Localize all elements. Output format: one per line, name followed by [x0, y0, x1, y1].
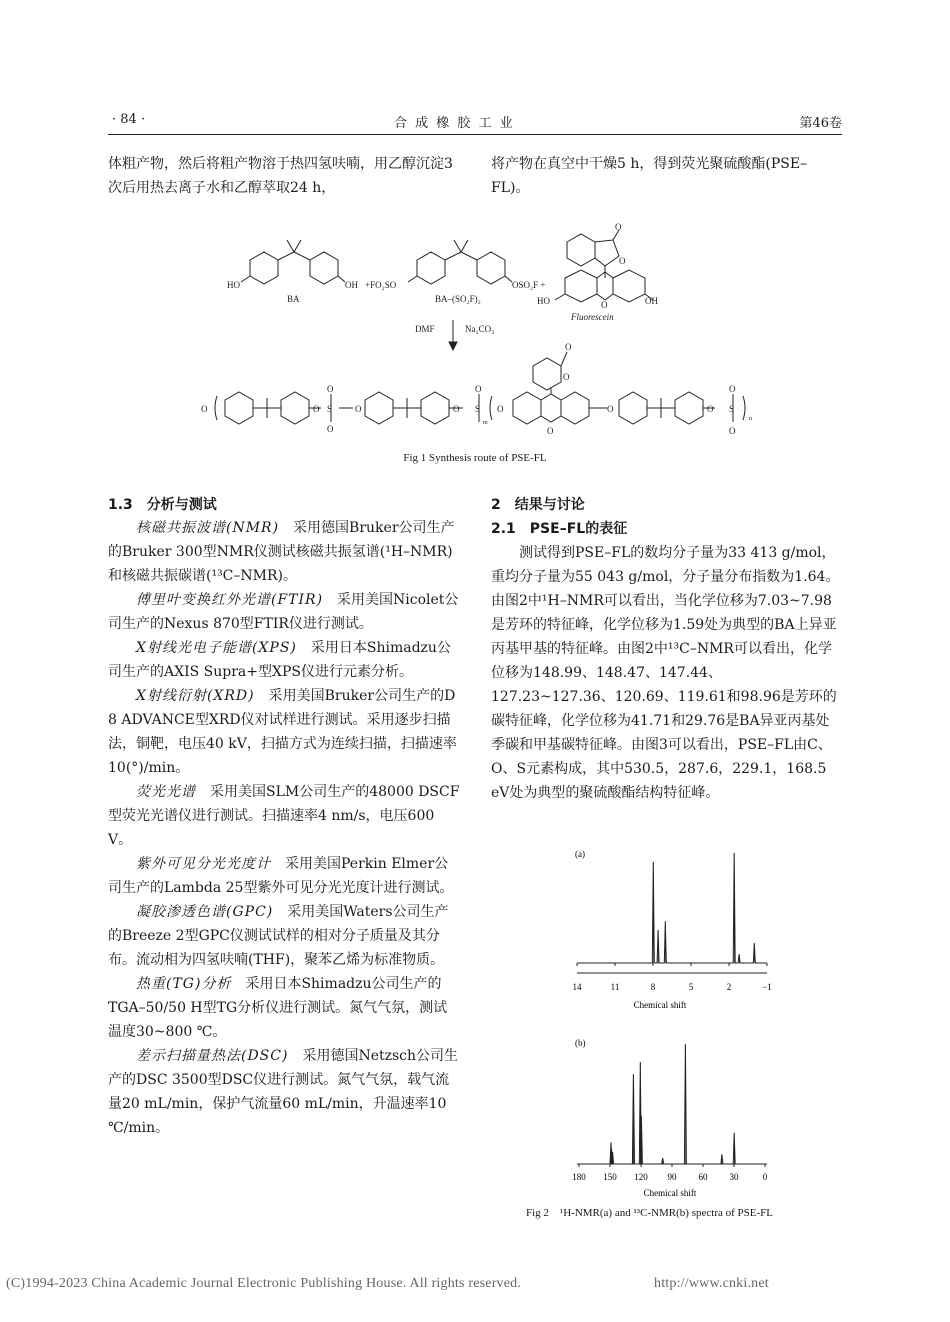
item-gpc: 凝胶渗透色谱(GPC) 采用美国Waters公司生产的Breeze 2型GPC仪测试试样的相对分子质量及其分布。流动相为四氢呋喃(THF)，聚苯乙烯为标准物质。 [108, 904, 449, 968]
journal-name: 合 成 橡 胶 工 业 [394, 116, 515, 131]
item-ftir: 傅里叶变换红外光谱(FTIR) 采用美国Nicolet公司生产的Nexus 870型FTIR仪进行测试。 [108, 592, 459, 632]
label-ho-ba: HO [227, 280, 240, 290]
nmr-h-chart [565, 843, 775, 1018]
page-number: · 84 · [112, 112, 146, 127]
label-ba: BA [287, 294, 300, 304]
label-p-o1: O [313, 404, 320, 414]
x-tick-label: 150 [603, 1172, 617, 1182]
x-tick-label: 90 [667, 1172, 677, 1182]
ba-ring-left [250, 252, 278, 284]
chart-a-xlabel: Chemical shift [633, 1000, 687, 1010]
label-p-o2: O [355, 404, 362, 414]
item-tg: 热重(TG)分析 采用日本Shimadzu公司生产的TGA–50/50 H型TG分析仪进行测试。氮气气氛，测试温度30~800 ℃。 [108, 976, 448, 1040]
footer-copyright: (C)1994-2023 China Academic Journal Electronic Publishing House. All rights reserved. [6, 1276, 522, 1291]
item-xps: X射线光电子能谱(XPS) 采用日本Shimadzu公司生产的AXIS Supra+型XPS仪进行元素分析。 [108, 640, 451, 680]
label-fo2so: +FO₂SO [365, 280, 397, 290]
x-tick-label: 14 [572, 982, 582, 992]
item-uvvis: 紫外可见分光光度计 采用美国Perkin Elmer公司生产的Lambda 25型紫外可见分光光度计进行测试。 [108, 856, 454, 896]
chart-b-xlabel: Chemical shift [643, 1188, 697, 1198]
label-p-s1: S [327, 404, 333, 414]
label-na2co3: Na₂CO₃ [465, 324, 495, 334]
label-p-s2: S [475, 404, 481, 414]
x-tick-label: 30 [729, 1172, 739, 1182]
label-oso2f: OSO₂F + [512, 280, 546, 290]
label-ba-so2f: BA–(SO₂F)₂ [435, 294, 481, 304]
fl-xan-left [565, 270, 597, 302]
item-xrd: X射线衍射(XRD) 采用美国Bruker公司生产的D 8 ADVANCE型XRD仪对试样进行测试。采用逐步扫描法，铜靶，电压40 kV，扫描方式为连续扫描，扫描速率10(°)/min。 [108, 688, 457, 776]
top-right-text: 将产物在真空中干燥5 h，得到荧光聚硫酸酯(PSE–FL)。 [491, 156, 808, 196]
label-p-start: O [201, 404, 208, 414]
label-p-o-bot: O [327, 424, 334, 434]
label-p-o-l: O [497, 404, 504, 414]
label-p-n: n [749, 416, 752, 422]
label-oh-ba: OH [345, 280, 358, 290]
section-2: 2 结果与讨论 [491, 497, 585, 513]
x-tick-label: 2 [726, 982, 732, 992]
chart-a-title: (a) [575, 849, 585, 859]
chart-b-spectrum [579, 1044, 765, 1164]
nmr-c-chart [565, 1032, 775, 1202]
label-p-o3: O [453, 404, 460, 414]
x-tick-label: 180 [572, 1172, 586, 1182]
item-dsc: 差示扫描量热法(DSC) 采用德国Netzsch公司生产的DSC 3500型DSC仪进行测试。氮气气氛，载气流量20 mL/min，保护气流量60 mL/min，升温速率10 ℃/min。 [108, 1048, 459, 1136]
fl-xan-right [613, 270, 645, 302]
label-fl-carbonyl: O [615, 222, 622, 232]
x-tick-label: 5 [688, 982, 694, 992]
fig2-caption: Fig 2 ¹H-NMR(a) and ¹³C-NMR(b) spectra of PSE-FL [526, 1207, 773, 1219]
label-p-o3c: O [729, 426, 736, 436]
ba-ring-right [310, 252, 338, 284]
header-rule [108, 134, 842, 135]
synthesis-scheme [195, 222, 760, 447]
label-p-o-end: O [707, 404, 714, 414]
label-ho-fl: HO [537, 296, 550, 306]
label-p-o2b: O [475, 384, 482, 394]
label-p-s3: S [729, 404, 735, 414]
label-p-o-c: O [565, 342, 572, 352]
results-paragraph: 测试得到PSE–FL的数均分子量为33 413 g/mol，重均分子量为55 043 g/mol，分子量分布指数为1.64。由图2中¹H–NMR可以看出，当化学位移为7.03~7.98是芳环的特征峰，化学位移为1.59处为典型的BA上异亚丙基甲基的特征峰。由图2中¹³C–NMR可以看出，化学位移为148.99、148.47、147.44、127.23~127.36、120.69、119.61和98.96是芳环的碳特征峰，化学位移为41.71和29.76是BA异亚丙基处季碳和甲基碳特征峰。由图3可以看出，PSE–FL由C、O、S元素构成，其中530.5，287.6，229.1，168.5 eV处为典型的聚硫酸酯结构特征峰。 [491, 545, 840, 801]
baso2f-ring-right [477, 252, 505, 284]
label-p-m: m [483, 420, 488, 426]
label-fl-ring-o: O [619, 256, 626, 266]
chart-a-spectrum [577, 853, 767, 963]
x-tick-label: 0 [762, 1172, 768, 1182]
label-p-o3b: O [729, 384, 736, 394]
left-column [108, 516, 460, 1140]
label-o-xan: O [601, 300, 608, 310]
label-p-o-r: O [607, 404, 614, 414]
label-dmf: DMF [415, 324, 435, 334]
label-oh-fl: OH [645, 296, 658, 306]
chart-b-title: (b) [575, 1038, 586, 1048]
fl-benzo [567, 234, 595, 266]
label-fluorescein: Fluorescein [571, 312, 614, 322]
label-p-o1b: O [327, 384, 334, 394]
x-tick-label: 120 [634, 1172, 648, 1182]
label-p-o-xan: O [547, 426, 554, 436]
item-fluorescence: 荧光光谱 采用美国SLM公司生产的48000 DSCF型荧光光谱仪进行测试。扫描速率4 nm/s，电压600 V。 [108, 784, 460, 848]
x-tick-label: 60 [698, 1172, 708, 1182]
label-p-o-lac: O [563, 372, 570, 382]
item-nmr: 核磁共振波谱(NMR) 采用德国Bruker公司生产的Bruker 300型NMR仪测试核磁共振氢谱(¹H–NMR)和核磁共振碳谱(¹³C–NMR)。 [108, 520, 455, 584]
section-2-1: 2.1 PSE–FL的表征 [491, 521, 628, 537]
top-left-text: 体粗产物，然后将粗产物溶于热四氢呋喃，用乙醇沉淀3次后用热去离子水和乙醇萃取24 h， [108, 156, 453, 196]
x-tick-label: 11 [610, 982, 620, 992]
x-tick-label: −1 [762, 982, 772, 992]
baso2f-ring-left [417, 252, 445, 284]
section-1-3: 1.3 分析与测试 [108, 497, 217, 513]
footer-url: http://www.cnki.net [654, 1276, 769, 1291]
fig1-caption: Fig 1 Synthesis route of PSE-FL [403, 452, 547, 464]
x-tick-label: 8 [650, 982, 656, 992]
volume: 第46卷 [799, 116, 842, 131]
